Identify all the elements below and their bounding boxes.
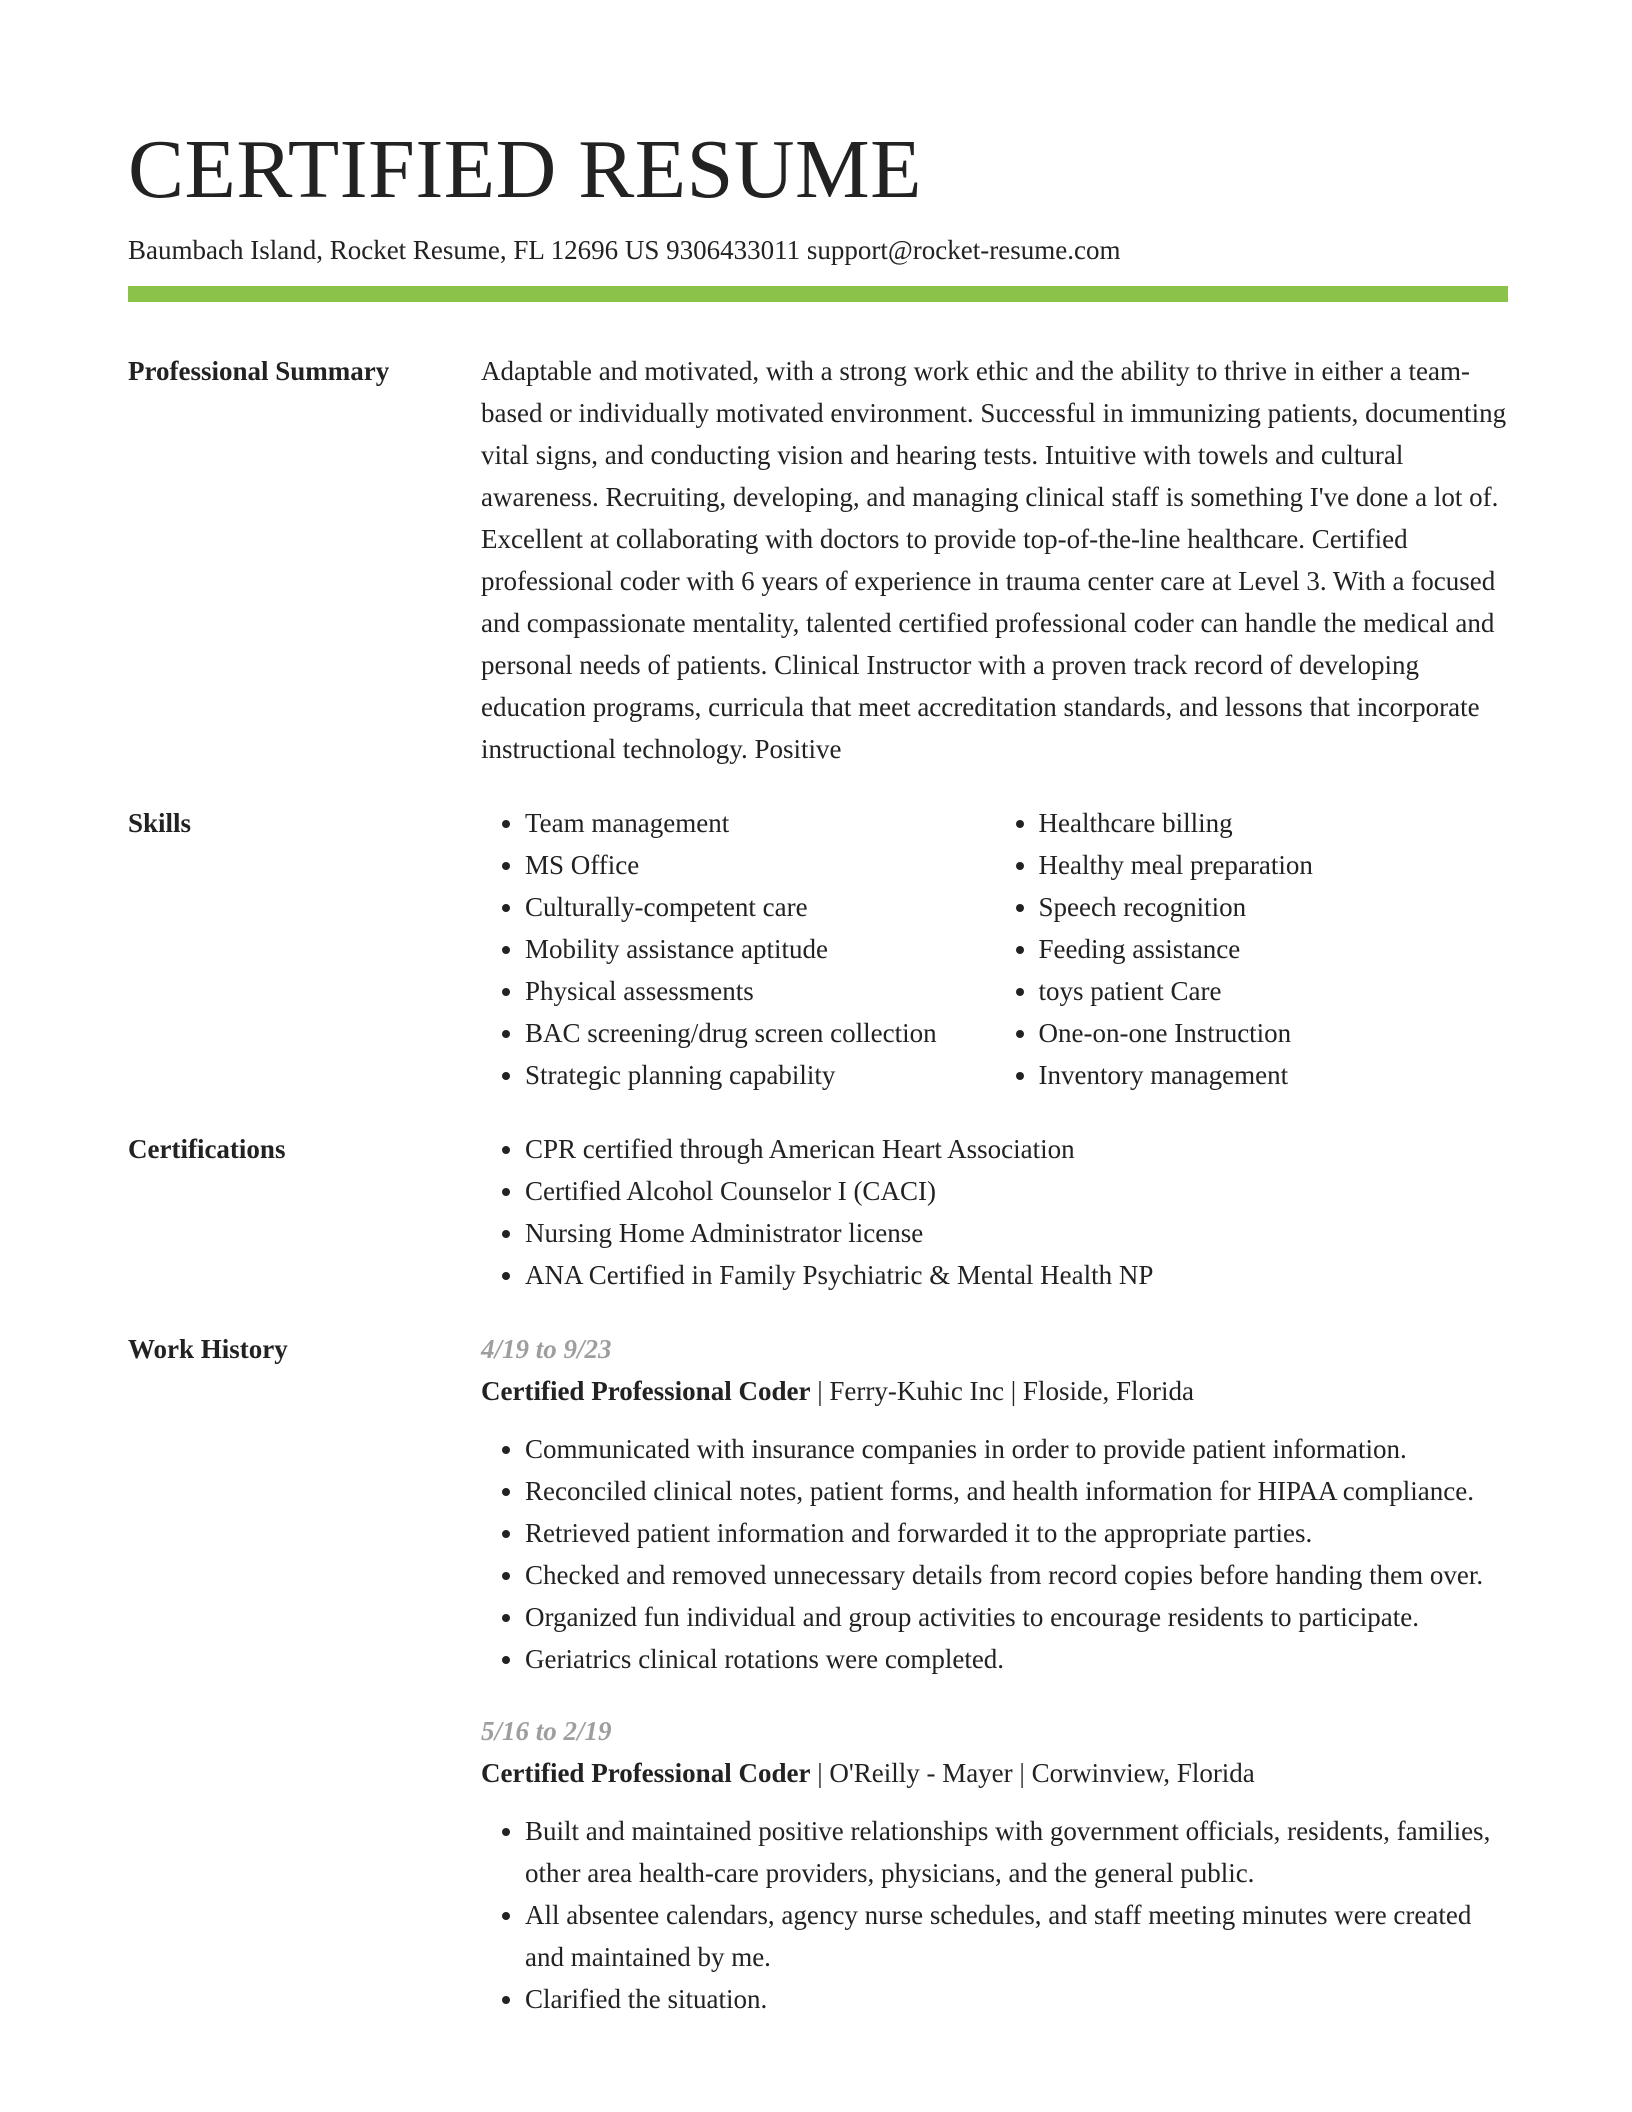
job-dates: 5/16 to 2/19 [481, 1716, 612, 1746]
job-title: Certified Professional Coder [481, 1758, 811, 1788]
job-dates: 4/19 to 9/23 [481, 1334, 612, 1364]
job-entry [481, 1710, 1508, 2020]
job-entry [481, 1328, 1508, 1680]
skill-item: • toys patient Care [1039, 970, 1509, 1012]
skill-item: • Feeding assistance [1039, 928, 1509, 970]
summary-text: Adaptable and motivated, with a strong work ethic and the ability to thrive in either a team-based or individually motivated environment. Successful in immunizing patients, documenting vital signs, and conducting vision and hearing tests. Intuitive with towels and cultural awareness. Recruiting, developing, and managing clinical staff is something I've done a lot of. Excellent at collaborating with doctors to provide top-of-the-line healthcare. Certified professional coder with 6 years of experience in trauma center care at Level 3. With a focused and compassionate mentality, talented certified professional coder can handle the medical and personal needs of patients. Clinical Instructor with a proven track record of developing education programs, curricula that meet accreditation standards, and lessons that incorporate instructional technology. Positive [481, 356, 1507, 764]
job-bullet: • Geriatrics clinical rotations were completed. [525, 1638, 1508, 1680]
certifications-body [481, 1128, 1508, 1296]
skill-item: • One-on-one Instruction [1039, 1012, 1509, 1054]
resume-name: CERTIFIED RESUME [128, 123, 922, 216]
skill-item: • BAC screening/drug screen collection [525, 1012, 995, 1054]
resume-sections [128, 350, 1508, 2082]
certifications-list [481, 1128, 1508, 1296]
skill-item: • Mobility assistance aptitude [525, 928, 995, 970]
job-heading [481, 1752, 1508, 1794]
job-bullet: • Clarified the situation. [525, 1978, 1508, 2020]
job-bullet: • Reconciled clinical notes, patient forms, and health information for HIPAA compliance. [525, 1470, 1508, 1512]
skills-body [481, 802, 1508, 1096]
certifications-title: Certifications [128, 1134, 286, 1164]
certification-item: • Nursing Home Administrator license [525, 1212, 1508, 1254]
job-bullets [481, 1810, 1508, 2020]
certification-item: • Certified Alcohol Counselor I (CACI) [525, 1170, 1508, 1212]
summary-section [128, 350, 1508, 770]
job-bullet: • Checked and removed unnecessary details from record copies before handing them over. [525, 1554, 1508, 1596]
certification-item: • ANA Certified in Family Psychiatric & Mental Health NP [525, 1254, 1508, 1296]
job-bullet: • Communicated with insurance companies in order to provide patient information. [525, 1428, 1508, 1470]
job-details: | O'Reilly - Mayer | Corwinview, Florida [810, 1758, 1255, 1788]
job-heading [481, 1370, 1508, 1412]
skill-item: • Physical assessments [525, 970, 995, 1012]
skill-item: • Inventory management [1039, 1054, 1509, 1096]
summary-title: Professional Summary [128, 356, 390, 386]
job-bullet: • Built and maintained positive relationships with government officials, residents, families, other area health-care providers, physicians, and the general public. [525, 1810, 1508, 1894]
skill-item: • Strategic planning capability [525, 1054, 995, 1096]
work-history-section [128, 1328, 1508, 2050]
skill-item: • Healthy meal preparation [1039, 844, 1509, 886]
skill-item: • Team management [525, 802, 995, 844]
work-history-title: Work History [128, 1334, 288, 1364]
header-divider [128, 286, 1508, 302]
job-title: Certified Professional Coder [481, 1376, 811, 1406]
skills-list-right [995, 802, 1509, 1096]
job-bullet: • Organized fun individual and group activities to encourage residents to participate. [525, 1596, 1508, 1638]
skill-item: • Culturally-competent care [525, 886, 995, 928]
work-history-body [481, 1328, 1508, 2050]
skills-title: Skills [128, 808, 192, 838]
job-bullet: • All absentee calendars, agency nurse schedules, and staff meeting minutes were created and maintained by me. [525, 1894, 1508, 1978]
summary-body [481, 350, 1508, 770]
job-bullet: • Retrieved patient information and forwarded it to the appropriate parties. [525, 1512, 1508, 1554]
job-bullets [481, 1428, 1508, 1680]
certification-item: • CPR certified through American Heart Association [525, 1128, 1508, 1170]
certifications-section [128, 1128, 1508, 1296]
skill-item: • Healthcare billing [1039, 802, 1509, 844]
skills-list-left [481, 802, 995, 1096]
skills-section [128, 802, 1508, 1096]
skill-item: • MS Office [525, 844, 995, 886]
skill-item: • Speech recognition [1039, 886, 1509, 928]
job-details: | Ferry-Kuhic Inc | Floside, Florida [810, 1376, 1194, 1406]
contact-line: Baumbach Island, Rocket Resume, FL 12696 US 9306433011 support@rocket-resume.com [128, 235, 1121, 265]
